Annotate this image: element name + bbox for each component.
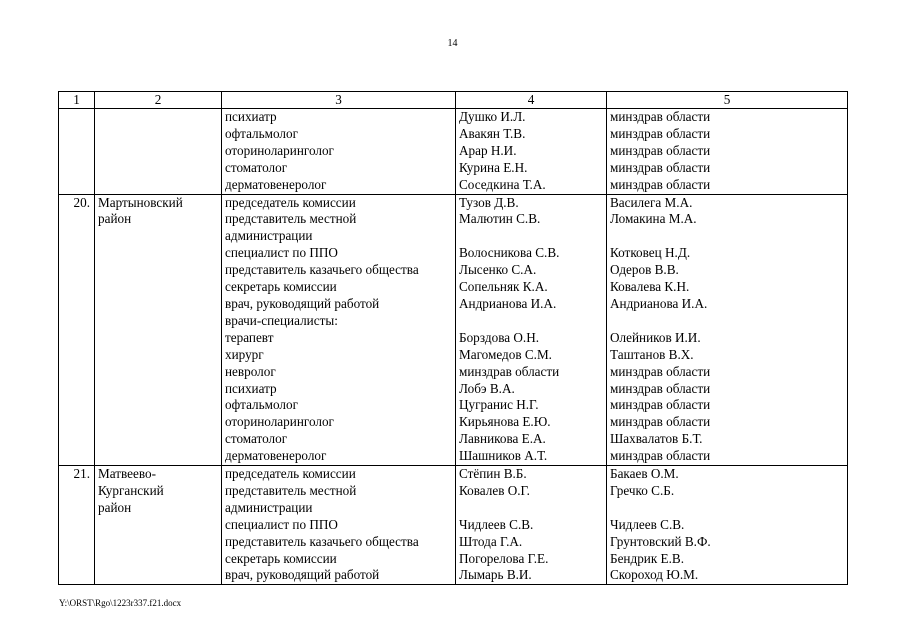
district-cell [95, 551, 222, 568]
role-cell: психиатр [222, 381, 456, 398]
member-cell: Душко И.Л. [456, 109, 607, 126]
table-row [59, 262, 848, 279]
member-cell: Арар Н.И. [456, 143, 607, 160]
table-row [59, 126, 848, 143]
member-cell: Шашников А.Т. [456, 448, 607, 465]
reserve-cell: Олейников И.И. [607, 330, 848, 347]
district-cell: район [95, 500, 222, 517]
row-number [59, 414, 95, 431]
role-cell: председатель комиссии [222, 466, 456, 483]
role-cell: оториноларинголог [222, 143, 456, 160]
reserve-cell: Василега М.А. [607, 194, 848, 211]
table-row [59, 211, 848, 228]
row-number [59, 177, 95, 194]
table-row [59, 279, 848, 296]
district-cell [95, 126, 222, 143]
row-number [59, 448, 95, 465]
district-cell: Курганский [95, 483, 222, 500]
reserve-cell: минздрав области [607, 109, 848, 126]
member-cell: Малютин С.В. [456, 211, 607, 228]
table-row [59, 381, 848, 398]
role-cell: секретарь комиссии [222, 551, 456, 568]
role-cell: специалист по ППО [222, 245, 456, 262]
district-cell [95, 397, 222, 414]
district-cell [95, 534, 222, 551]
row-number [59, 551, 95, 568]
page-number: 14 [447, 38, 458, 49]
member-cell: Чидлеев С.В. [456, 517, 607, 534]
member-cell [456, 228, 607, 245]
role-cell: представитель казачьего общества [222, 534, 456, 551]
reserve-cell: Бакаев О.М. [607, 466, 848, 483]
table-row [59, 448, 848, 465]
district-cell [95, 228, 222, 245]
district-cell [95, 160, 222, 177]
district-cell [95, 364, 222, 381]
member-cell: Лобэ В.А. [456, 381, 607, 398]
table-row [59, 177, 848, 194]
member-cell: Сопельняк К.А. [456, 279, 607, 296]
row-number [59, 109, 95, 126]
member-cell: Лавникова Е.А. [456, 431, 607, 448]
row-number [59, 279, 95, 296]
role-cell: врачи-специалисты: [222, 313, 456, 330]
member-cell: Соседкина Т.А. [456, 177, 607, 194]
table-row [59, 228, 848, 245]
member-cell: Курина Е.Н. [456, 160, 607, 177]
table-row [59, 567, 848, 584]
reserve-cell: Котковец Н.Д. [607, 245, 848, 262]
table-row [59, 397, 848, 414]
district-cell [95, 143, 222, 160]
member-cell [456, 313, 607, 330]
district-cell: район [95, 211, 222, 228]
role-cell: врач, руководящий работой [222, 296, 456, 313]
row-number [59, 397, 95, 414]
member-cell [456, 500, 607, 517]
reserve-cell: Бендрик Е.В. [607, 551, 848, 568]
district-cell [95, 431, 222, 448]
reserve-cell: Одеров В.В. [607, 262, 848, 279]
row-number [59, 296, 95, 313]
row-number [59, 313, 95, 330]
member-cell: Штода Г.А. [456, 534, 607, 551]
district-cell [95, 262, 222, 279]
row-number [59, 517, 95, 534]
header-col-3: 3 [222, 92, 456, 109]
row-number [59, 211, 95, 228]
row-number [59, 500, 95, 517]
table-row [59, 500, 848, 517]
member-cell: Ковалев О.Г. [456, 483, 607, 500]
table-row [59, 109, 848, 126]
district-cell [95, 245, 222, 262]
reserve-cell [607, 228, 848, 245]
table-header [59, 92, 848, 109]
table-row [59, 364, 848, 381]
district-cell [95, 296, 222, 313]
table-row [59, 431, 848, 448]
row-number [59, 381, 95, 398]
district-cell: Мартыновский [95, 194, 222, 211]
district-cell [95, 448, 222, 465]
header-col-1: 1 [59, 92, 95, 109]
district-cell [95, 330, 222, 347]
member-cell: Тузов Д.В. [456, 194, 607, 211]
table-row [59, 296, 848, 313]
reserve-cell: минздрав области [607, 397, 848, 414]
reserve-cell: минздрав области [607, 414, 848, 431]
role-cell: представитель казачьего общества [222, 262, 456, 279]
table-row [59, 313, 848, 330]
role-cell: хирург [222, 347, 456, 364]
reserve-cell: минздрав области [607, 381, 848, 398]
member-cell: Цугранис Н.Г. [456, 397, 607, 414]
district-cell [95, 279, 222, 296]
district-cell [95, 313, 222, 330]
table-row [59, 517, 848, 534]
member-cell: Волосникова С.В. [456, 245, 607, 262]
reserve-cell [607, 313, 848, 330]
reserve-cell: минздрав области [607, 126, 848, 143]
table-row [59, 534, 848, 551]
reserve-cell: Шахвалатов Б.Т. [607, 431, 848, 448]
role-cell: администрации [222, 228, 456, 245]
district-cell [95, 567, 222, 584]
row-number [59, 126, 95, 143]
member-cell: Лысенко С.А. [456, 262, 607, 279]
role-cell: секретарь комиссии [222, 279, 456, 296]
table-row [59, 414, 848, 431]
row-number [59, 567, 95, 584]
role-cell: врач, руководящий работой [222, 567, 456, 584]
district-cell [95, 517, 222, 534]
role-cell: администрации [222, 500, 456, 517]
district-cell [95, 347, 222, 364]
row-number [59, 483, 95, 500]
row-number [59, 228, 95, 245]
member-cell: Стёпин В.Б. [456, 466, 607, 483]
district-cell [95, 414, 222, 431]
header-col-2: 2 [95, 92, 222, 109]
table-row [59, 330, 848, 347]
row-number [59, 143, 95, 160]
reserve-cell: Андрианова И.А. [607, 296, 848, 313]
role-cell: оториноларинголог [222, 414, 456, 431]
member-cell: Андрианова И.А. [456, 296, 607, 313]
reserve-cell: минздрав области [607, 364, 848, 381]
table-row [59, 160, 848, 177]
reserve-cell [607, 500, 848, 517]
role-cell: представитель местной [222, 211, 456, 228]
district-cell [95, 381, 222, 398]
reserve-cell: минздрав области [607, 448, 848, 465]
role-cell: дерматовенеролог [222, 448, 456, 465]
reserve-cell: минздрав области [607, 177, 848, 194]
district-cell: Матвеево- [95, 466, 222, 483]
header-col-5: 5 [607, 92, 848, 109]
table-row [59, 194, 848, 211]
reserve-cell: Таштанов В.Х. [607, 347, 848, 364]
reserve-cell: Гречко С.Б. [607, 483, 848, 500]
table-row [59, 347, 848, 364]
reserve-cell: минздрав области [607, 143, 848, 160]
header-row [59, 92, 848, 109]
member-cell: Кирьянова Е.Ю. [456, 414, 607, 431]
table-row [59, 466, 848, 483]
role-cell: офтальмолог [222, 126, 456, 143]
row-number [59, 347, 95, 364]
role-cell: председатель комиссии [222, 194, 456, 211]
table-row [59, 245, 848, 262]
row-number [59, 330, 95, 347]
table-row [59, 143, 848, 160]
member-cell: Авакян Т.В. [456, 126, 607, 143]
row-number [59, 431, 95, 448]
role-cell: офтальмолог [222, 397, 456, 414]
row-number [59, 364, 95, 381]
table-row [59, 483, 848, 500]
row-number: 21. [59, 466, 95, 483]
role-cell: терапевт [222, 330, 456, 347]
file-path-footer: Y:\ORST\Rgo\1223r337.f21.docx [59, 598, 182, 608]
member-cell: Борздова О.Н. [456, 330, 607, 347]
row-number [59, 245, 95, 262]
role-cell: представитель местной [222, 483, 456, 500]
reserve-cell: Ломакина М.А. [607, 211, 848, 228]
reserve-cell: Грунтовский В.Ф. [607, 534, 848, 551]
role-cell: стоматолог [222, 431, 456, 448]
reserve-cell: минздрав области [607, 160, 848, 177]
member-cell: минздрав области [456, 364, 607, 381]
reserve-cell: Скороход Ю.М. [607, 567, 848, 584]
row-number [59, 534, 95, 551]
role-cell: стоматолог [222, 160, 456, 177]
role-cell: психиатр [222, 109, 456, 126]
reserve-cell: Ковалева К.Н. [607, 279, 848, 296]
role-cell: дерматовенеролог [222, 177, 456, 194]
header-col-4: 4 [456, 92, 607, 109]
member-cell: Лымарь В.И. [456, 567, 607, 584]
row-number: 20. [59, 194, 95, 211]
role-cell: специалист по ППО [222, 517, 456, 534]
district-cell [95, 109, 222, 126]
table-row [59, 551, 848, 568]
row-number [59, 262, 95, 279]
district-cell [95, 177, 222, 194]
reserve-cell: Чидлеев С.В. [607, 517, 848, 534]
row-number [59, 160, 95, 177]
role-cell: невролог [222, 364, 456, 381]
member-cell: Магомедов С.М. [456, 347, 607, 364]
member-cell: Погорелова Г.Е. [456, 551, 607, 568]
commission-table [58, 91, 848, 585]
table-body [59, 109, 848, 585]
